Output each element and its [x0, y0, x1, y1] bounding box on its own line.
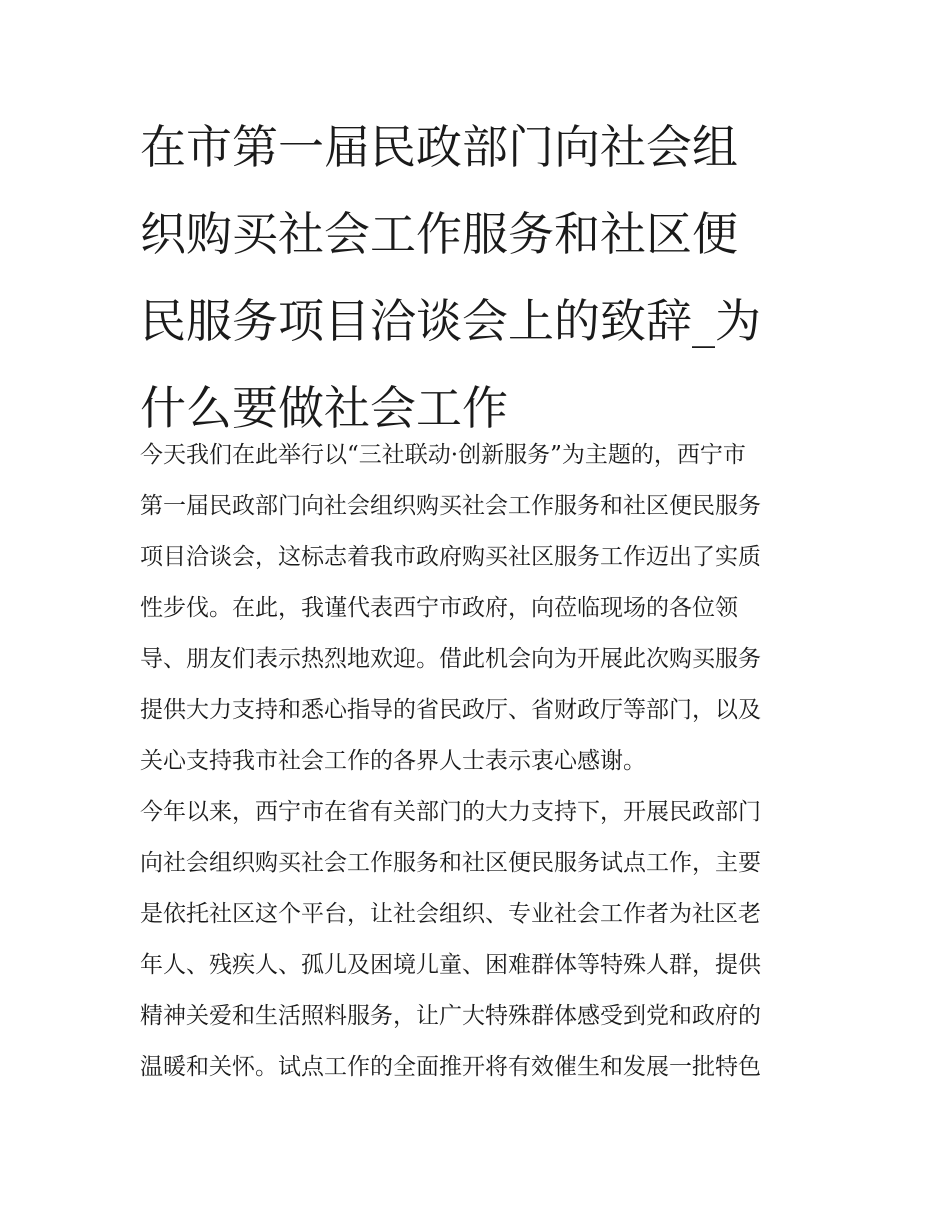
body-line: 年人、残疾人、孤儿及困境儿童、困难群体等特殊人群，提供: [140, 952, 761, 978]
body-line: 项目洽谈会，这标志着我市政府购买社区服务工作迈出了实质: [140, 544, 761, 570]
document-title: [140, 116, 820, 464]
body-line: 今年以来，西宁市在省有关部门的大力支持下，开展民政部门: [140, 799, 761, 825]
body-line: 性步伐。在此，我谨代表西宁市政府，向莅临现场的各位领: [140, 595, 738, 621]
body-line: 提供大力支持和悉心指导的省民政厅、省财政厅等部门，以及: [140, 697, 761, 723]
body-line: 向社会组织购买社会工作服务和社区便民服务试点工作，主要: [140, 850, 761, 876]
title-line: 在市第一届民政部门向社会组: [140, 120, 738, 174]
title-line: 织购买社会工作服务和社区便: [140, 207, 738, 261]
body-line: 今天我们在此举行以“三社联动·创新服务”为主题的，西宁市: [140, 442, 746, 468]
body-line: 第一届民政部门向社会组织购买社会工作服务和社区便民服务: [140, 493, 761, 519]
title-line: 什么要做社会工作: [140, 381, 508, 435]
body-line: 精神关爱和生活照料服务，让广大特殊群体感受到党和政府的: [140, 1003, 761, 1029]
document-body: [140, 437, 820, 1100]
body-line: 关心支持我市社会工作的各界人士表示衷心感谢。: [140, 748, 646, 774]
body-line: 导、朋友们表示热烈地欢迎。借此机会向为开展此次购买服务: [140, 646, 761, 672]
body-line: 温暖和关怀。试点工作的全面推开将有效催生和发展一批特色: [140, 1054, 761, 1080]
body-line: 是依托社区这个平台，让社会组织、专业社会工作者为社区老: [140, 901, 761, 927]
title-line: 民服务项目洽谈会上的致辞_为: [140, 294, 761, 348]
